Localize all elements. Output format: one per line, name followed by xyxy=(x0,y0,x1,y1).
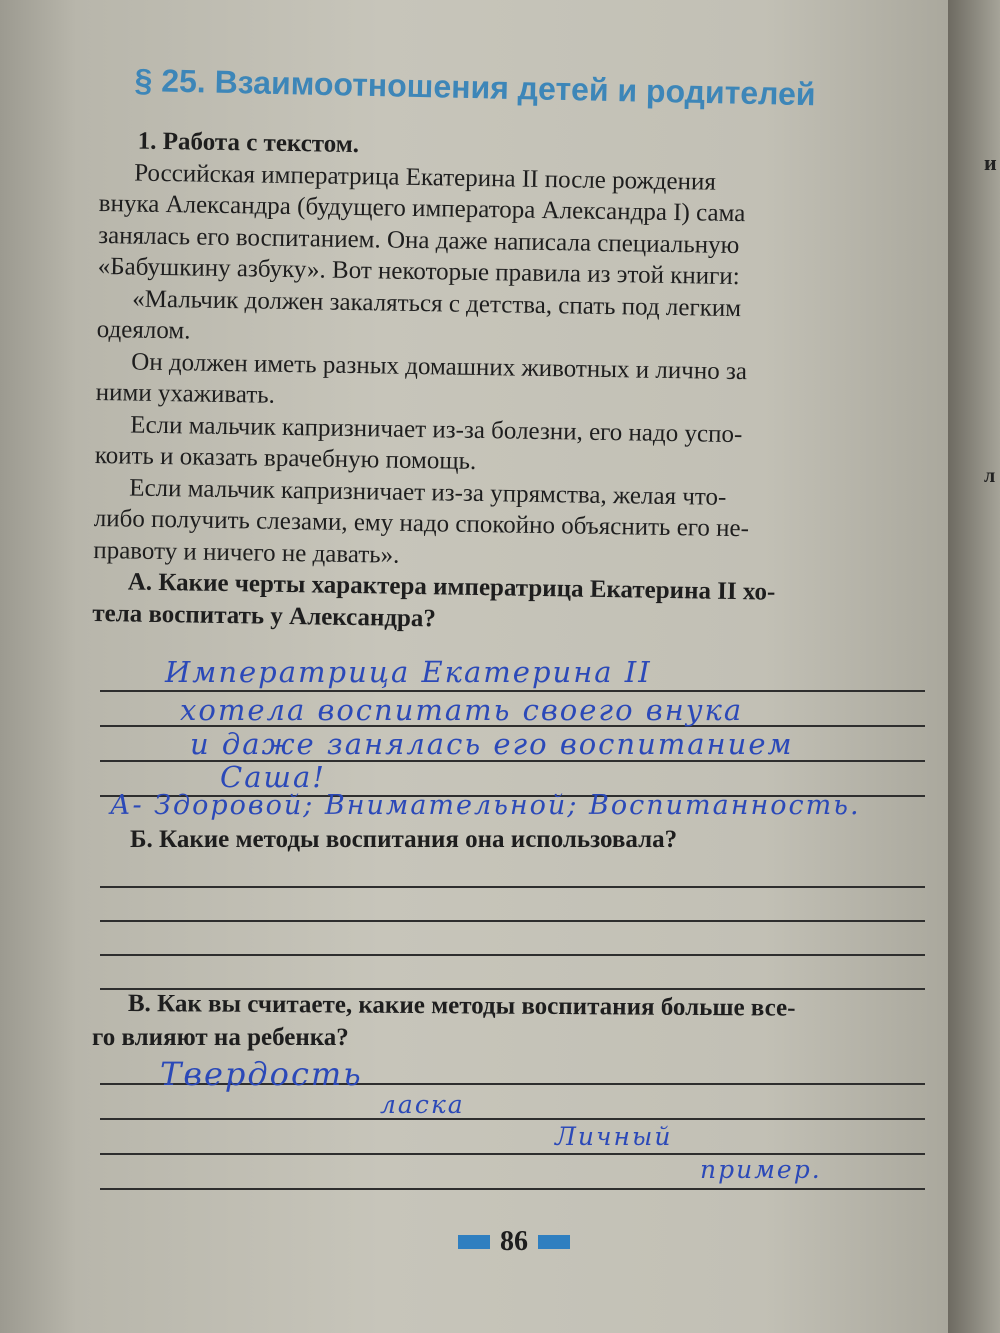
answer-line xyxy=(100,1118,925,1120)
handwritten-answer: пример. xyxy=(700,1155,822,1184)
answer-line xyxy=(100,690,925,692)
text-line: Он должен иметь разных домашних животных и лично за xyxy=(131,348,748,385)
page-number xyxy=(458,1226,570,1258)
next-page-fragment: и xyxy=(984,150,997,175)
text-line: «Бабушкину азбуку». Вот некоторые правила из этой книги: xyxy=(97,252,740,291)
page-number-text: 86 xyxy=(500,1226,528,1257)
text-line: занялась его воспитанием. Она даже написала специальную xyxy=(98,221,740,259)
section-title: § 25. Взаимоотношения детей и родителей xyxy=(134,62,816,113)
text-line: «Мальчик должен закаляться с детства, спать под легким xyxy=(132,285,742,322)
next-page-fragment: л xyxy=(984,465,996,487)
question-c-line: В. Как вы считаете, какие методы воспитания больше все- xyxy=(127,990,796,1022)
question-a-line: А. Какие черты характера императрица Екатерина II хо- xyxy=(127,568,776,606)
text-line: коить и оказать врачебную помощь. xyxy=(94,441,477,475)
text-line: Если мальчик капризничает из-за болезни, его надо успо- xyxy=(130,411,743,448)
text-line: одеялом. xyxy=(96,315,191,345)
page-number-bar-right xyxy=(538,1235,570,1249)
question-a-line: тела воспитать у Александра? xyxy=(92,599,437,632)
task-heading: 1. Работа с текстом. xyxy=(137,127,360,159)
handwritten-answer: ласка xyxy=(380,1090,465,1119)
page-number-bar-left xyxy=(458,1235,490,1249)
handwritten-answer: Императрица Екатерина II xyxy=(165,655,652,689)
text-line: Если мальчик капризничает из-за упрямства, желая что- xyxy=(129,474,727,511)
answer-line xyxy=(100,988,925,990)
handwritten-answer: хотела воспитать своего внука xyxy=(180,693,744,727)
text-line: внука Александра (будущего императора Александра I) сама xyxy=(98,189,746,228)
handwritten-answer: Личный xyxy=(555,1122,673,1151)
answer-line xyxy=(100,1188,925,1190)
handwritten-answer: Твердость xyxy=(160,1055,363,1093)
answer-line xyxy=(100,920,925,922)
question-b: Б. Какие методы воспитания она использовала? xyxy=(130,826,678,853)
answer-line xyxy=(100,886,925,888)
text-line: правоту и ничего не давать». xyxy=(93,536,400,569)
text-line: Российская императрица Екатерина II после рождения xyxy=(134,159,717,196)
handwritten-answer: А- Здоровой; Внимательной; Воспитанность. xyxy=(110,790,861,821)
reading-text xyxy=(92,125,935,642)
answer-line xyxy=(100,954,925,956)
question-c-line: го влияют на ребенка? xyxy=(92,1024,349,1051)
handwritten-answer: и даже занялась его воспитанием xyxy=(190,727,794,761)
next-page-edge xyxy=(948,0,1000,1333)
text-line: ними ухаживать. xyxy=(95,378,276,409)
handwritten-answer: Саша! xyxy=(220,760,326,794)
text-line: либо получить слезами, ему надо спокойно объяснить его не- xyxy=(93,504,750,543)
